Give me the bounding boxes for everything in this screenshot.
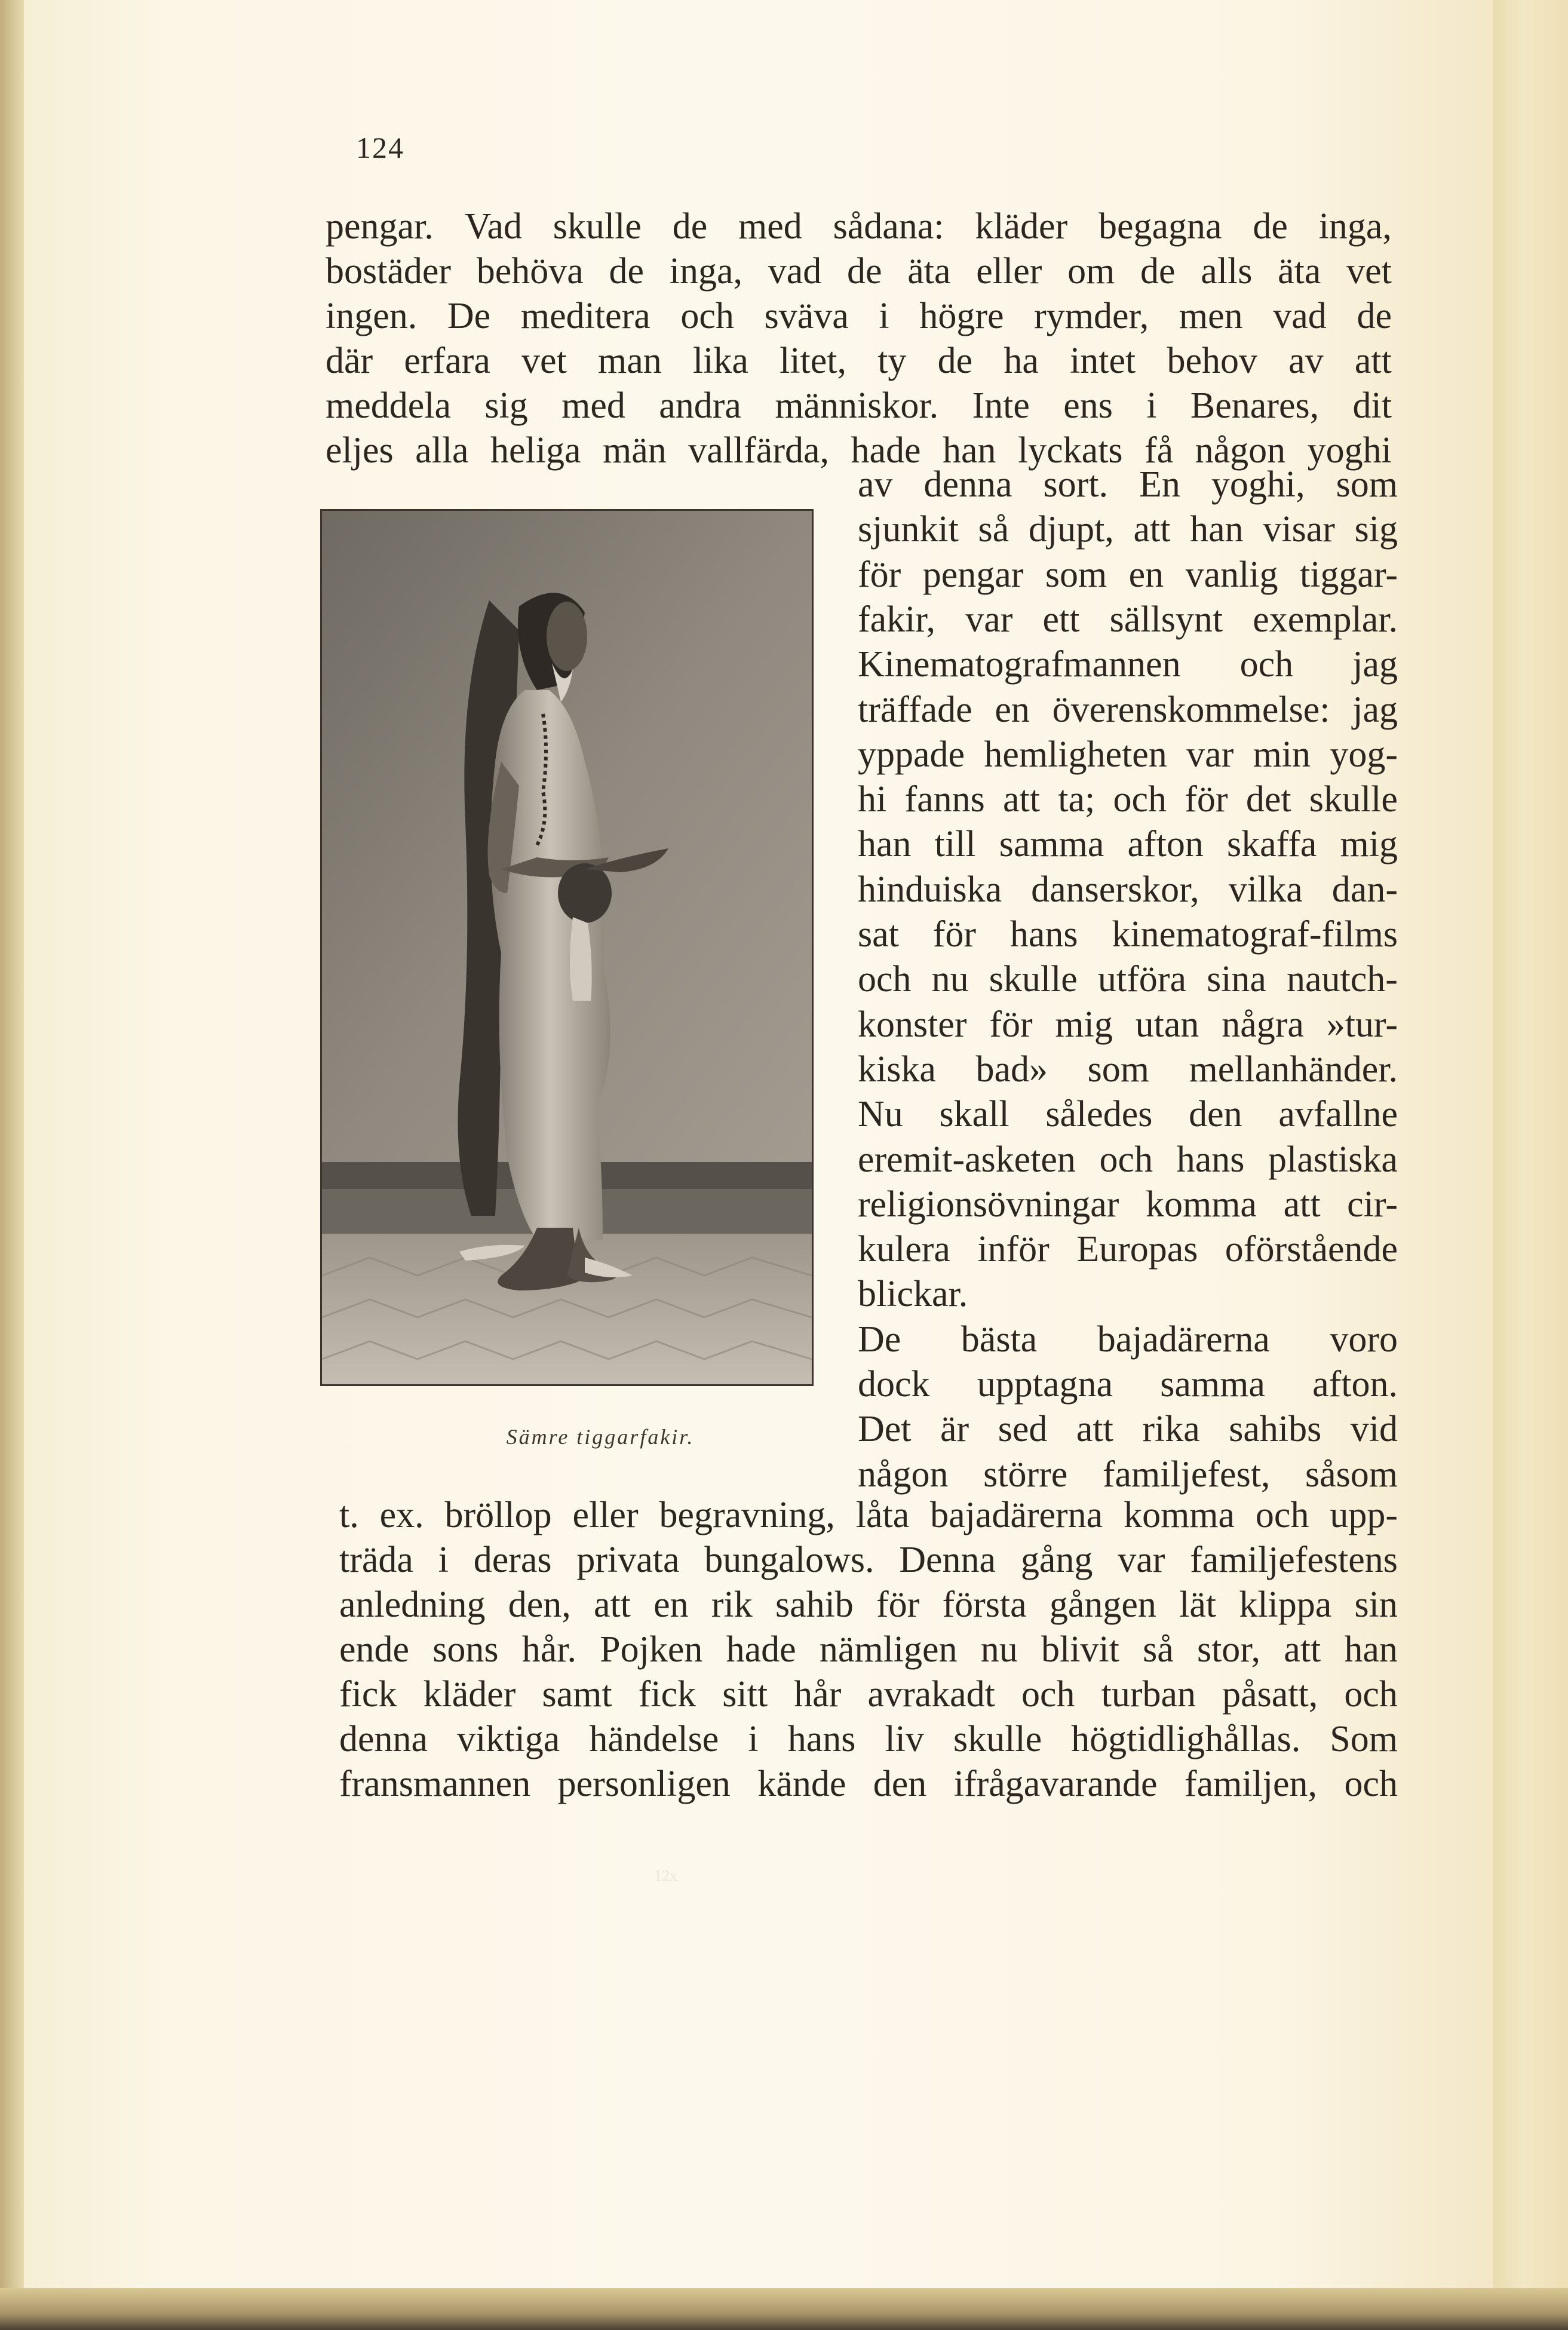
- word: i: [438, 1540, 449, 1580]
- word: komma: [1145, 1184, 1257, 1225]
- word: En: [1139, 464, 1180, 505]
- word: privata: [576, 1540, 680, 1580]
- word: påsatt,: [1222, 1674, 1318, 1715]
- word: rik: [711, 1584, 753, 1625]
- word: bad»: [975, 1048, 1048, 1090]
- word: visar: [1263, 509, 1335, 550]
- word: Som: [1330, 1719, 1398, 1759]
- word: mig: [1340, 824, 1398, 865]
- word: familjen,: [1184, 1764, 1318, 1804]
- word: med: [561, 385, 625, 426]
- word: meditera: [520, 296, 650, 336]
- word: sahibs: [1229, 1409, 1322, 1450]
- word: så: [1143, 1629, 1174, 1670]
- word: dit: [1352, 385, 1392, 426]
- word: litet,: [780, 341, 847, 381]
- word: cir-: [1347, 1184, 1398, 1225]
- word: skulle: [553, 206, 642, 247]
- word: kläder: [423, 1674, 516, 1715]
- word: han: [1344, 1629, 1398, 1670]
- word: någon: [858, 1454, 949, 1495]
- word: hade: [851, 430, 921, 471]
- text-line: [339, 1541, 1398, 1578]
- word: viktiga: [457, 1719, 560, 1759]
- word: danserskor,: [1031, 869, 1199, 910]
- word: gången: [1049, 1584, 1156, 1625]
- word: han: [858, 824, 912, 865]
- word: skulle: [989, 959, 1078, 1000]
- word: hans: [1009, 914, 1078, 955]
- word: sig: [1354, 509, 1398, 550]
- word: den,: [508, 1584, 571, 1625]
- word: familjefestens: [1190, 1540, 1398, 1580]
- word: sitt: [722, 1674, 768, 1715]
- word: de: [1140, 251, 1176, 292]
- word: ett: [1042, 599, 1080, 640]
- word: upp-: [1330, 1495, 1398, 1535]
- word: fakir,: [858, 599, 936, 640]
- word: lät: [1179, 1584, 1217, 1625]
- word: skulle: [1309, 779, 1398, 820]
- word: han: [1190, 509, 1244, 550]
- word: men: [1179, 296, 1243, 336]
- word: bajadärerna: [1097, 1319, 1270, 1360]
- word: sig: [484, 385, 528, 426]
- word: för: [876, 1584, 920, 1625]
- word: yppade: [858, 734, 965, 775]
- word: konster: [858, 1004, 967, 1045]
- word: hemligheten: [984, 734, 1167, 775]
- text-line: [858, 1141, 1398, 1178]
- word: träda: [339, 1540, 413, 1580]
- text-line: [858, 826, 1398, 863]
- word: mig: [1055, 1004, 1113, 1045]
- text-line: [339, 1497, 1398, 1534]
- figure-caption: Sämre tiggarfakir.: [506, 1425, 695, 1449]
- word: upptagna: [977, 1364, 1113, 1405]
- word: bästa: [961, 1319, 1038, 1360]
- word: och: [680, 296, 734, 336]
- word: jag: [1352, 644, 1398, 685]
- word: ifrågavarande: [953, 1764, 1158, 1804]
- word: vid: [1350, 1409, 1398, 1450]
- word: för: [858, 554, 901, 595]
- word: klippa: [1239, 1584, 1332, 1625]
- word: nämligen: [819, 1629, 958, 1670]
- word: och: [1255, 1495, 1309, 1535]
- word: personligen: [557, 1764, 731, 1804]
- word: fransmannen: [339, 1764, 531, 1804]
- word: händelse: [589, 1719, 719, 1759]
- word: en: [995, 689, 1030, 730]
- word: hi: [858, 779, 887, 820]
- word: avfallne: [1278, 1094, 1398, 1135]
- text-line: [339, 1676, 1398, 1713]
- word: dock: [858, 1364, 930, 1405]
- text-line: [858, 511, 1398, 548]
- word: den: [873, 1764, 927, 1804]
- word: större: [983, 1454, 1068, 1495]
- text-line: [326, 342, 1392, 379]
- word: turban: [1101, 1674, 1196, 1715]
- word: ex.: [379, 1495, 424, 1535]
- word: ingen.: [326, 296, 418, 336]
- text-line: [326, 387, 1392, 424]
- word: vad: [768, 251, 822, 292]
- text-line: [326, 298, 1392, 335]
- word: att: [1076, 1409, 1113, 1450]
- word: sina: [1207, 959, 1266, 1000]
- text-line: [858, 1096, 1398, 1133]
- word: var: [1186, 734, 1234, 775]
- word: hans: [787, 1719, 856, 1759]
- word: för: [932, 914, 977, 955]
- word: och: [1344, 1764, 1398, 1804]
- word: där: [326, 341, 373, 381]
- text-line: [858, 781, 1398, 818]
- word: om: [1067, 251, 1115, 292]
- word: i: [1146, 385, 1157, 426]
- word: som: [1087, 1048, 1149, 1090]
- word: var: [1118, 1540, 1165, 1580]
- text-line: [339, 1586, 1398, 1623]
- text-line: [858, 601, 1398, 638]
- text-line: [858, 1366, 1398, 1403]
- text-line: [339, 1631, 1398, 1668]
- word: samma: [999, 824, 1104, 865]
- word: begravning,: [659, 1495, 835, 1535]
- word: äta: [1278, 251, 1321, 292]
- word: en: [1128, 554, 1164, 595]
- word: pengar: [922, 554, 1024, 595]
- word: således: [1045, 1094, 1153, 1135]
- word: Europas: [1076, 1229, 1198, 1270]
- word: nautch-: [1287, 959, 1398, 1000]
- text-line: [858, 466, 1398, 503]
- word: Kinematografmannen: [858, 644, 1181, 685]
- word: alls: [1201, 251, 1253, 292]
- word: afton: [1127, 824, 1204, 865]
- word: kinematograf-films: [1112, 914, 1398, 955]
- word: Det: [858, 1409, 912, 1450]
- word: sin: [1354, 1584, 1398, 1625]
- word: blivit: [1041, 1629, 1119, 1670]
- word: kläder: [975, 206, 1068, 247]
- word: fanns: [904, 779, 985, 820]
- text-line: [858, 1186, 1398, 1223]
- word: vet: [1346, 251, 1392, 292]
- word: äta: [907, 251, 951, 292]
- text-line: [339, 1765, 1398, 1802]
- word: kände: [757, 1764, 846, 1804]
- word: sons: [432, 1629, 499, 1670]
- word: av: [858, 464, 893, 505]
- text-line: [858, 871, 1398, 908]
- text-line: [339, 1721, 1398, 1758]
- word: utföra: [1097, 959, 1186, 1000]
- word: såsom: [1305, 1454, 1398, 1495]
- word: eremit-asketen: [858, 1139, 1076, 1180]
- word: dan-: [1331, 869, 1398, 910]
- word: Vad: [464, 206, 522, 247]
- page-edge: [1493, 0, 1568, 2330]
- text-line: [326, 253, 1392, 290]
- word: inga,: [1318, 206, 1392, 247]
- word: t.: [339, 1495, 359, 1535]
- word: första: [942, 1584, 1027, 1625]
- word: samma: [1160, 1364, 1265, 1405]
- word: till: [934, 824, 976, 865]
- word: Nu: [858, 1094, 903, 1135]
- word: sväva: [764, 296, 849, 336]
- word: bajadärerna: [930, 1495, 1103, 1535]
- word: bröllop: [444, 1495, 552, 1535]
- word: familjefest,: [1102, 1454, 1271, 1495]
- text-line: [326, 208, 1392, 245]
- word: sällsynt: [1109, 599, 1223, 640]
- word: intet: [1070, 341, 1136, 381]
- word: och: [1021, 1674, 1075, 1715]
- word: så: [978, 509, 1009, 550]
- word: skulle: [953, 1719, 1042, 1759]
- word: vilka: [1228, 869, 1303, 910]
- word: överenskommelse:: [1052, 689, 1330, 730]
- word: män: [602, 430, 667, 471]
- word: anledning: [339, 1584, 486, 1625]
- word: alla: [415, 430, 469, 471]
- word: att: [1284, 1629, 1321, 1670]
- text-line: [858, 961, 1398, 998]
- word: religionsövningar: [858, 1184, 1119, 1225]
- word: vallfärda,: [688, 430, 829, 471]
- text-line: [858, 1006, 1398, 1043]
- word: av: [1288, 341, 1324, 381]
- word: sed: [998, 1409, 1048, 1450]
- word: eljes: [326, 430, 394, 471]
- word: få: [1144, 430, 1174, 471]
- word: bostäder: [326, 251, 452, 292]
- word: inga,: [669, 251, 743, 292]
- word: avrakadt: [867, 1674, 995, 1715]
- word: meddela: [326, 385, 452, 426]
- word: i: [748, 1719, 759, 1759]
- word: nu: [980, 1629, 1018, 1670]
- word: sort.: [1043, 464, 1109, 505]
- word: högre: [919, 296, 1004, 336]
- word: Pojken: [600, 1629, 703, 1670]
- word: att: [593, 1584, 631, 1625]
- fakir-illustration: [322, 511, 812, 1384]
- word: hinduiska: [858, 869, 1002, 910]
- word: exemplar.: [1253, 599, 1398, 640]
- word: mellanhänder.: [1189, 1048, 1398, 1090]
- word: fick: [638, 1674, 696, 1715]
- text-line: [858, 1231, 1398, 1268]
- text-line: [858, 736, 1398, 773]
- word: De: [858, 1319, 901, 1360]
- word: lyckats: [1017, 430, 1123, 471]
- word: vet: [521, 341, 567, 381]
- word: i: [879, 296, 889, 336]
- word: ende: [339, 1629, 410, 1670]
- text-line: [858, 1321, 1398, 1358]
- word: djupt,: [1028, 509, 1114, 550]
- word: eller: [976, 251, 1042, 292]
- word: hår: [794, 1674, 842, 1715]
- word: yoghi,: [1211, 464, 1305, 505]
- word: för: [1185, 779, 1228, 820]
- word: att: [1133, 509, 1171, 550]
- word: högtidlighållas.: [1071, 1719, 1301, 1759]
- word: de: [1253, 206, 1288, 247]
- word: och: [1113, 779, 1167, 820]
- word: att: [1003, 779, 1041, 820]
- word: ha: [1004, 341, 1039, 381]
- word: och: [858, 959, 912, 1000]
- text-line: [858, 646, 1398, 683]
- text-line: [858, 1411, 1398, 1448]
- word: begagna: [1098, 206, 1222, 247]
- word: rika: [1142, 1409, 1200, 1450]
- word: utan: [1135, 1004, 1199, 1045]
- word: Denna: [899, 1540, 996, 1580]
- word: jag: [1352, 689, 1398, 730]
- word: Benares,: [1190, 385, 1320, 426]
- word: man: [597, 341, 662, 381]
- word: nu: [931, 959, 969, 1000]
- word: och: [1344, 1674, 1398, 1715]
- word: sahib: [775, 1584, 854, 1625]
- word: oförstående: [1225, 1229, 1398, 1270]
- word: fick: [339, 1674, 397, 1715]
- word: ens: [1063, 385, 1113, 426]
- word: erfara: [404, 341, 490, 381]
- word: kulera: [858, 1229, 950, 1270]
- word: behöva: [476, 251, 584, 292]
- page-bottom-edge: [0, 2288, 1568, 2330]
- word: yog-: [1330, 734, 1398, 775]
- word: komma: [1124, 1495, 1235, 1535]
- word: denna: [339, 1719, 428, 1759]
- photo-corner-mark: 12x: [654, 1867, 677, 1884]
- word: för: [989, 1004, 1033, 1045]
- word: som: [1336, 464, 1398, 505]
- word: de: [609, 251, 645, 292]
- word: andra: [659, 385, 741, 426]
- word: min: [1253, 734, 1311, 775]
- word: vanlig: [1185, 554, 1278, 595]
- word: att: [1354, 341, 1392, 381]
- word: liv: [885, 1719, 924, 1759]
- word: hans: [1176, 1139, 1245, 1180]
- word: skall: [939, 1094, 1009, 1135]
- text-line: [858, 1276, 968, 1313]
- text-line: [326, 432, 1392, 469]
- word: att: [1283, 1184, 1321, 1225]
- word: deras: [473, 1540, 552, 1580]
- word: var: [965, 599, 1013, 640]
- word: stor,: [1196, 1629, 1260, 1670]
- text-line: [858, 556, 1398, 593]
- word: den: [1189, 1094, 1242, 1135]
- word: lika: [692, 341, 748, 381]
- word: tiggar-: [1299, 554, 1398, 595]
- word: denna: [923, 464, 1012, 505]
- word: ty: [877, 341, 907, 381]
- word: en: [653, 1584, 689, 1625]
- word: eller: [572, 1495, 639, 1535]
- word: De: [447, 296, 491, 336]
- word: några: [1222, 1004, 1304, 1045]
- word: blickar.: [858, 1274, 968, 1315]
- word: sjunkit: [858, 509, 959, 550]
- word: inför: [977, 1229, 1050, 1270]
- word: hade: [726, 1629, 796, 1670]
- word: skaffa: [1227, 824, 1317, 865]
- text-line: [858, 1048, 1398, 1090]
- word: någon: [1195, 430, 1286, 471]
- word: ta;: [1058, 779, 1096, 820]
- word: människor.: [775, 385, 939, 426]
- word: och: [1099, 1139, 1153, 1180]
- word: gång: [1020, 1540, 1093, 1580]
- word: träffade: [858, 689, 972, 730]
- word: vad: [1273, 296, 1327, 336]
- word: de: [847, 251, 882, 292]
- word: kiska: [858, 1048, 936, 1090]
- word: sat: [858, 914, 899, 955]
- word: med: [738, 206, 802, 247]
- text-line: [858, 1456, 1398, 1493]
- word: är: [940, 1409, 969, 1450]
- word: de: [937, 341, 973, 381]
- word: plastiska: [1268, 1139, 1398, 1180]
- word: Inte: [972, 385, 1030, 426]
- word: och: [1239, 644, 1294, 685]
- word: som: [1045, 554, 1107, 595]
- word: pengar.: [326, 206, 434, 247]
- text-line: [858, 691, 1398, 728]
- word: yoghi: [1307, 430, 1392, 471]
- word: han: [942, 430, 996, 471]
- word: rymder,: [1034, 296, 1149, 336]
- word: sådana:: [833, 206, 944, 247]
- word: samt: [542, 1674, 612, 1715]
- word: »tur-: [1326, 1004, 1398, 1045]
- word: de: [1357, 296, 1392, 336]
- word: bungalows.: [704, 1540, 874, 1580]
- word: det: [1245, 779, 1291, 820]
- text-line: [858, 916, 1398, 953]
- page-number: 124: [356, 131, 404, 164]
- word: voro: [1330, 1319, 1398, 1360]
- word: de: [672, 206, 708, 247]
- word: behov: [1167, 341, 1257, 381]
- word: låta: [855, 1495, 910, 1535]
- word: hår.: [521, 1629, 576, 1670]
- word: afton.: [1312, 1364, 1398, 1405]
- word: heliga: [490, 430, 581, 471]
